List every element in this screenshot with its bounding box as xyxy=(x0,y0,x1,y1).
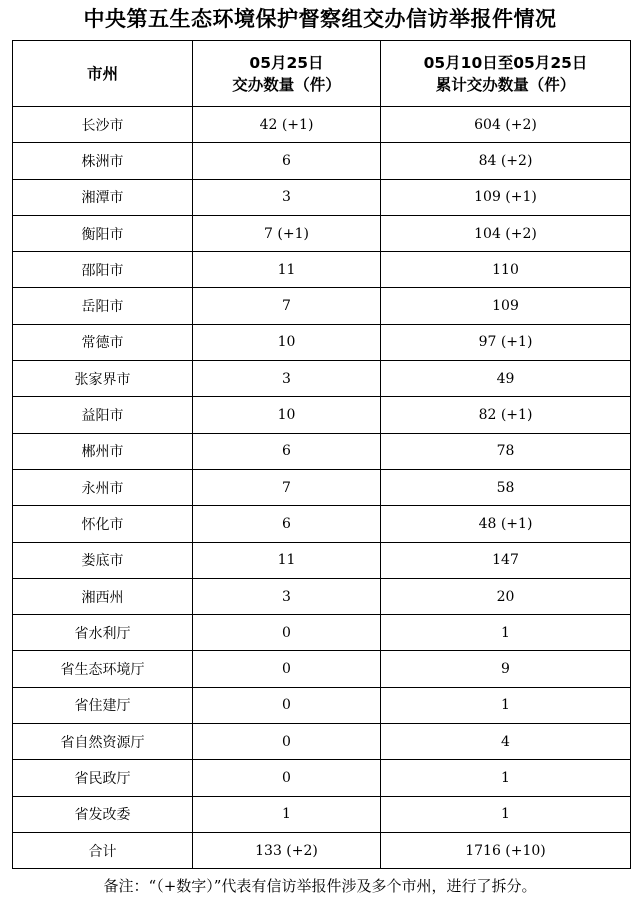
table-row xyxy=(13,361,631,397)
row-city-cell: 张家界市 xyxy=(13,361,193,397)
row-city-cell: 省水利厅 xyxy=(13,615,193,651)
header-cumulative-label: 累计交办数量（件） xyxy=(435,75,576,94)
row-cumulative-count-cell: 48 (+1) xyxy=(381,506,631,542)
row-city-cell: 郴州市 xyxy=(13,433,193,469)
row-daily-count-cell: 6 xyxy=(193,433,381,469)
header-daily-label: 交办数量（件） xyxy=(232,75,341,94)
row-city-cell: 合计 xyxy=(13,832,193,868)
table-row xyxy=(13,760,631,796)
row-daily-count-cell: 1 xyxy=(193,796,381,832)
row-daily-count-cell: 3 xyxy=(193,361,381,397)
table-row xyxy=(13,179,631,215)
page-title: 中央第五生态环境保护督察组交办信访举报件情况 xyxy=(83,7,557,31)
table-row xyxy=(13,615,631,651)
table-row xyxy=(13,433,631,469)
header-city-label: 市州 xyxy=(86,64,118,83)
header-daily-date: 05月25日 xyxy=(249,53,324,72)
row-cumulative-count-cell: 1 xyxy=(381,687,631,723)
table-row xyxy=(13,288,631,324)
table-row xyxy=(13,252,631,288)
row-city-cell: 永州市 xyxy=(13,469,193,505)
row-city-cell: 省民政厅 xyxy=(13,760,193,796)
table-row xyxy=(13,397,631,433)
row-daily-count-cell: 7 (+1) xyxy=(193,215,381,251)
row-cumulative-count-cell: 58 xyxy=(381,469,631,505)
row-city-cell: 株洲市 xyxy=(13,143,193,179)
header-cumulative-dates: 05月10日至05月25日 xyxy=(423,53,588,72)
table-row xyxy=(13,143,631,179)
row-daily-count-cell: 10 xyxy=(193,324,381,360)
row-cumulative-count-cell: 84 (+2) xyxy=(381,143,631,179)
row-city-cell: 省住建厅 xyxy=(13,687,193,723)
header-cumulative-count xyxy=(381,41,631,107)
table-row xyxy=(13,832,631,868)
header-city xyxy=(13,41,193,107)
row-city-cell: 湘潭市 xyxy=(13,179,193,215)
row-cumulative-count-cell: 49 xyxy=(381,361,631,397)
row-cumulative-count-cell: 1 xyxy=(381,615,631,651)
row-city-cell: 长沙市 xyxy=(13,107,193,143)
row-city-cell: 省发改委 xyxy=(13,796,193,832)
row-daily-count-cell: 3 xyxy=(193,179,381,215)
row-daily-count-cell: 7 xyxy=(193,288,381,324)
row-daily-count-cell: 6 xyxy=(193,506,381,542)
header-daily-count xyxy=(193,41,381,107)
row-city-cell: 怀化市 xyxy=(13,506,193,542)
table-row xyxy=(13,687,631,723)
table-row xyxy=(13,542,631,578)
table-row xyxy=(13,724,631,760)
header-row xyxy=(13,41,631,107)
table-row xyxy=(13,506,631,542)
row-cumulative-count-cell: 1 xyxy=(381,760,631,796)
row-cumulative-count-cell: 604 (+2) xyxy=(381,107,631,143)
row-city-cell: 衡阳市 xyxy=(13,215,193,251)
row-daily-count-cell: 133 (+2) xyxy=(193,832,381,868)
row-city-cell: 湘西州 xyxy=(13,578,193,614)
table-row xyxy=(13,215,631,251)
row-daily-count-cell: 3 xyxy=(193,578,381,614)
row-daily-count-cell: 0 xyxy=(193,760,381,796)
row-cumulative-count-cell: 78 xyxy=(381,433,631,469)
row-cumulative-count-cell: 82 (+1) xyxy=(381,397,631,433)
row-cumulative-count-cell: 1716 (+10) xyxy=(381,832,631,868)
row-cumulative-count-cell: 20 xyxy=(381,578,631,614)
row-cumulative-count-cell: 147 xyxy=(381,542,631,578)
row-daily-count-cell: 10 xyxy=(193,397,381,433)
footnote: 备注：“（+数字）”代表有信访举报件涉及多个市州，进行了拆分。 xyxy=(103,877,537,895)
table-body xyxy=(13,107,631,869)
table-row xyxy=(13,651,631,687)
row-cumulative-count-cell: 110 xyxy=(381,252,631,288)
row-daily-count-cell: 11 xyxy=(193,252,381,288)
row-cumulative-count-cell: 97 (+1) xyxy=(381,324,631,360)
row-daily-count-cell: 42 (+1) xyxy=(193,107,381,143)
row-daily-count-cell: 0 xyxy=(193,651,381,687)
table-row xyxy=(13,324,631,360)
row-city-cell: 娄底市 xyxy=(13,542,193,578)
table-row xyxy=(13,796,631,832)
row-city-cell: 常德市 xyxy=(13,324,193,360)
row-city-cell: 邵阳市 xyxy=(13,252,193,288)
row-city-cell: 省自然资源厅 xyxy=(13,724,193,760)
row-cumulative-count-cell: 104 (+2) xyxy=(381,215,631,251)
row-city-cell: 省生态环境厅 xyxy=(13,651,193,687)
row-city-cell: 岳阳市 xyxy=(13,288,193,324)
row-cumulative-count-cell: 109 (+1) xyxy=(381,179,631,215)
table-row xyxy=(13,578,631,614)
report-table xyxy=(12,40,631,869)
row-daily-count-cell: 0 xyxy=(193,724,381,760)
row-cumulative-count-cell: 4 xyxy=(381,724,631,760)
row-cumulative-count-cell: 109 xyxy=(381,288,631,324)
table-row xyxy=(13,107,631,143)
row-daily-count-cell: 0 xyxy=(193,687,381,723)
row-cumulative-count-cell: 1 xyxy=(381,796,631,832)
table-row xyxy=(13,469,631,505)
row-city-cell: 益阳市 xyxy=(13,397,193,433)
row-daily-count-cell: 7 xyxy=(193,469,381,505)
row-daily-count-cell: 0 xyxy=(193,615,381,651)
row-daily-count-cell: 6 xyxy=(193,143,381,179)
row-cumulative-count-cell: 9 xyxy=(381,651,631,687)
row-daily-count-cell: 11 xyxy=(193,542,381,578)
